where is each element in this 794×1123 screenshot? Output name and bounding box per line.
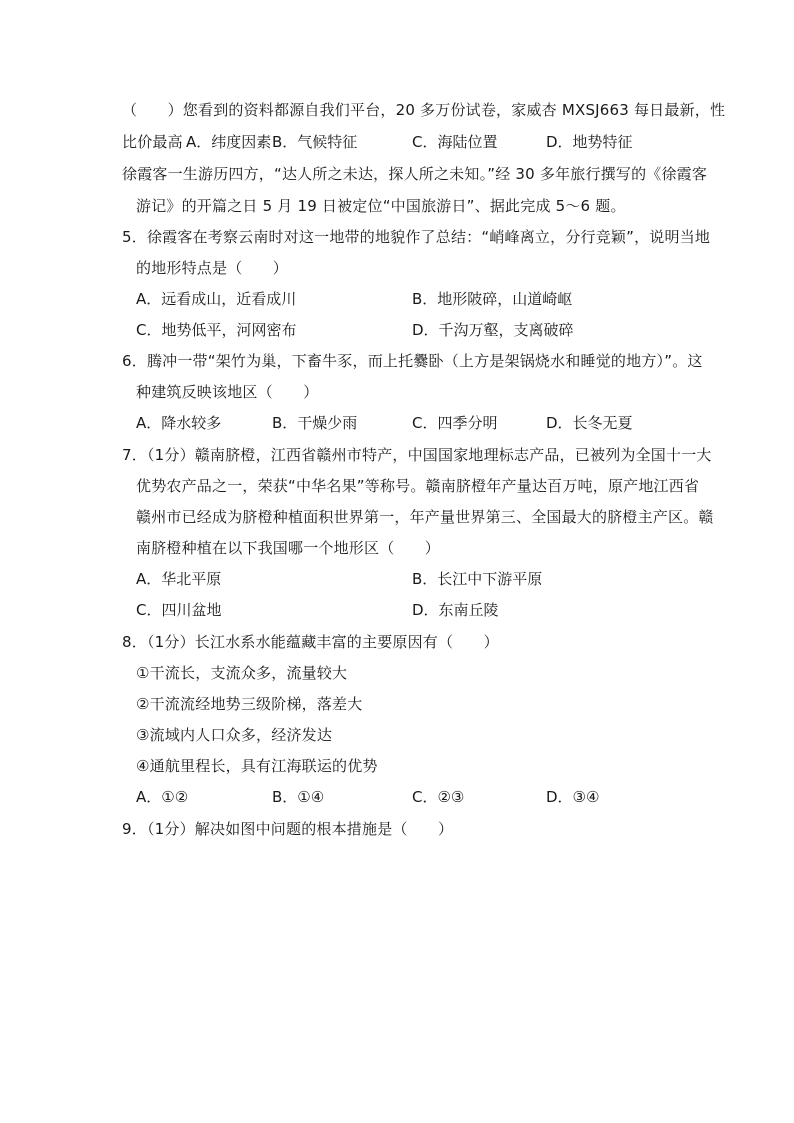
q6-option-c[interactable]: C．四季分明 <box>412 414 498 432</box>
q8-statement-2: ②干流流经地势三级阶梯，落差大 <box>136 695 363 713</box>
intro-line-1: （ ）您看到的资料都源自我们平台，20 多万份试卷，家威杏 MXSJ663 每日最新，性 <box>122 101 726 119</box>
q8-statement-4: ④通航里程长，具有江海联运的优势 <box>136 757 378 775</box>
q6-option-d[interactable]: D．长冬无夏 <box>546 414 633 432</box>
q8-option-c[interactable]: C．②③ <box>412 788 465 806</box>
q7-stem-line-1: 7．（1分）赣南脐橙，江西省赣州市特产，中国国家地理标志产品，已被列为全国十一大 <box>122 446 712 464</box>
q9-stem-line-1: 9．（1分）解决如图中问题的根本措施是（ ） <box>122 820 454 838</box>
q5-stem-line-1: 5．徐霞客在考察云南时对这一地带的地貌作了总结：“峭峰离立，分行竞颖”，说明当地 <box>122 228 711 246</box>
q6-option-b[interactable]: B．干燥少雨 <box>272 414 358 432</box>
q8-option-d[interactable]: D．③④ <box>546 788 600 806</box>
intro-option-c[interactable]: C．海陆位置 <box>412 133 498 151</box>
intro-line-2-prefix: 比价最高 <box>122 133 183 151</box>
q7-option-c[interactable]: C．四川盆地 <box>136 601 222 619</box>
q6-option-a[interactable]: A．降水较多 <box>136 414 222 432</box>
q5-option-c[interactable]: C．地势低平，河网密布 <box>136 321 297 339</box>
q8-stem-line-1: 8．（1分）长江水系水能蕴藏丰富的主要原因有（ ） <box>122 633 499 651</box>
q5-option-a[interactable]: A．远看成山，近看成川 <box>136 290 297 308</box>
q5-option-d[interactable]: D．千沟万壑，支离破碎 <box>412 321 574 339</box>
q7-stem-line-4: 南脐橙种植在以下我国哪一个地形区（ ） <box>136 539 441 557</box>
q6-stem-line-1: 6．腾冲一带“架竹为巢，下畜牛豕，而上托爨卧（上方是架锅烧水和睡觉的地方）”。这 <box>122 352 703 370</box>
q7-stem-line-2: 优势农产品之一，荣获“中华名果”等称号。赣南脐橙年产量达百万吨，原产地江西省 <box>136 477 700 495</box>
q7-option-a[interactable]: A．华北平原 <box>136 570 222 588</box>
intro-option-b[interactable]: B．气候特征 <box>272 133 358 151</box>
q8-statement-1: ①干流长，支流众多，流量较大 <box>136 664 348 682</box>
intro-option-d[interactable]: D．地势特征 <box>546 133 633 151</box>
q6-stem-line-2: 种建筑反映该地区（ ） <box>136 383 319 401</box>
q8-statement-3: ③流域内人口众多，经济发达 <box>136 726 333 744</box>
passage-line-1: 徐霞客一生游历四方，“达人所之未达，探人所之未知。”经 30 多年旅行撰写的《徐霞客 <box>122 165 708 183</box>
passage-line-2: 游记》的开篇之日 5 月 19 日被定位“中国旅游日”、据此完成 5～6 题。 <box>136 197 626 215</box>
q5-option-b[interactable]: B．地形陂碎，山道崎岖 <box>412 290 573 308</box>
intro-option-a[interactable]: A．纬度因素 <box>186 133 272 151</box>
q8-option-b[interactable]: B．①④ <box>272 788 325 806</box>
q8-option-a[interactable]: A．①② <box>136 788 189 806</box>
q5-stem-line-2: 的地形特点是（ ） <box>136 259 289 277</box>
q7-stem-line-3: 赣州市已经成为脐橙种植面积世界第一，年产量世界第三、全国最大的脐橙主产区。赣 <box>136 508 714 526</box>
q7-option-b[interactable]: B．长江中下游平原 <box>412 570 543 588</box>
q7-option-d[interactable]: D．东南丘陵 <box>412 601 499 619</box>
